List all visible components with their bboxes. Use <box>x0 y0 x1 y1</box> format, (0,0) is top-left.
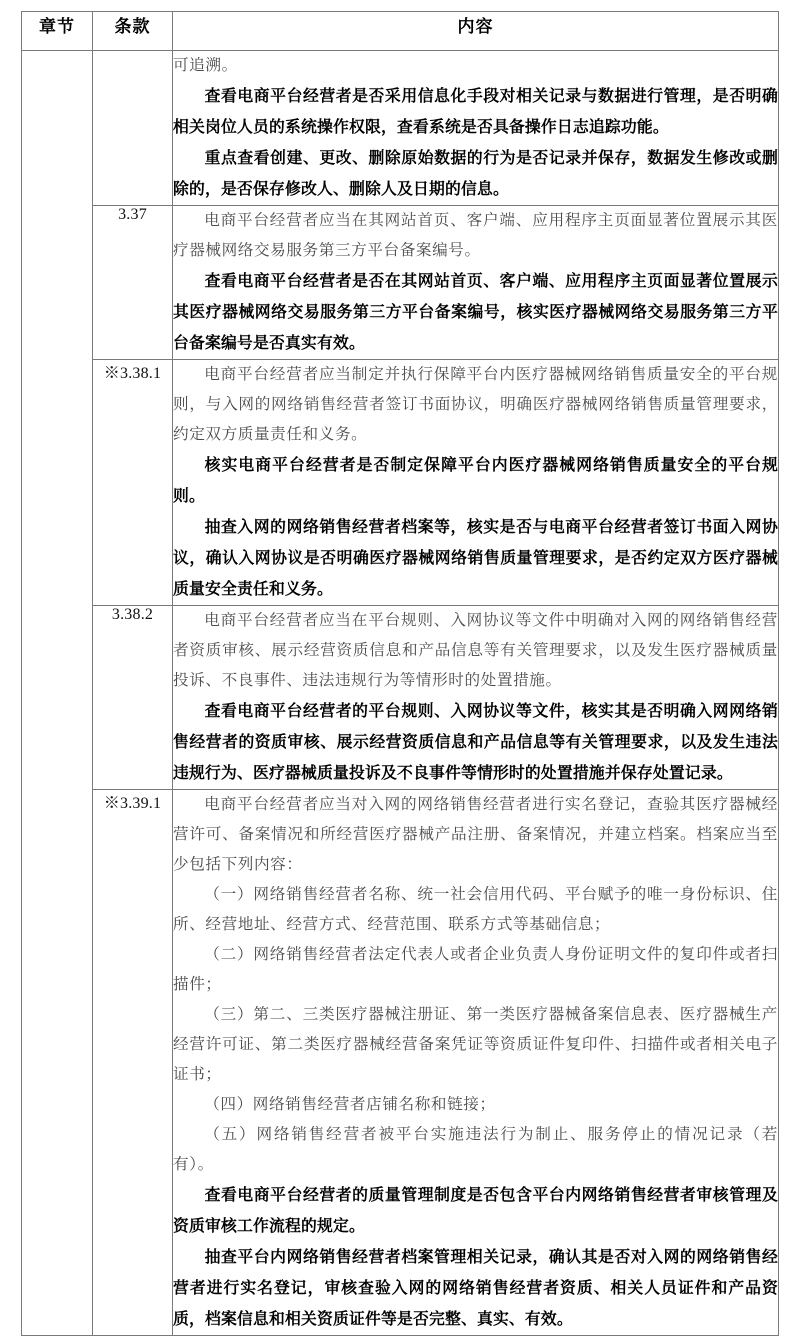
regulation-paragraph: 电商平台经营者应当在其网站首页、客户端、应用程序主页面显著位置展示其医疗器械网络交易服务第三方平台备案编号。 <box>173 212 778 259</box>
inspection-paragraph: 查看电商平台经营者是否在其网站首页、客户端、应用程序主页面显著位置展示其医疗器械网络交易服务第三方平台备案编号，核实医疗器械网络交易服务第三方平台备案编号是否真实有效。 <box>173 273 778 352</box>
regulation-paragraph: 电商平台经营者应当制定并执行保障平台内医疗器械网络销售质量安全的平台规则，与入网的网络销售经营者签订书面协议，明确医疗器械网络销售质量管理要求，约定双方质量责任和义务。 <box>173 366 778 443</box>
regulation-paragraph: （五）网络销售经营者被平台实施违法行为制止、服务停止的情况记录（若有）。 <box>173 1126 778 1173</box>
content-cell <box>173 360 779 606</box>
clause-number-cell: ※3.38.1 <box>93 360 173 606</box>
table-row <box>22 606 779 790</box>
inspection-paragraph: 查看电商平台经营者是否采用信息化手段对相关记录与数据进行管理，是否明确相关岗位人员的系统操作权限，查看系统是否具备操作日志追踪功能。 <box>173 88 778 136</box>
inspection-paragraph: 重点查看创建、更改、删除原始数据的行为是否记录并保存，数据发生修改或删除的，是否保存修改人、删除人及日期的信息。 <box>173 150 778 198</box>
regulation-paragraph: （二）网络销售经营者法定代表人或者企业负责人身份证明文件的复印件或者扫描件； <box>173 946 778 993</box>
content-cell <box>173 606 779 790</box>
regulation-paragraph: 可追溯。 <box>173 57 238 74</box>
table-row <box>22 790 779 1336</box>
clause-number-cell: 3.37 <box>93 206 173 360</box>
table-row <box>22 360 779 606</box>
clause-number-cell: ※3.39.1 <box>93 790 173 1336</box>
inspection-paragraph: 抽查平台内网络销售经营者档案管理相关记录，确认其是否对入网的网络销售经营者进行实名登记，审核查验入网的网络销售经营者资质、相关人员证件和产品资质，档案信息和相关资质证件等是否完整、真实、有效。 <box>173 1249 778 1328</box>
content-cell <box>173 51 779 206</box>
content-cell <box>173 206 779 360</box>
table-header-row <box>22 12 779 51</box>
table-row <box>22 51 779 206</box>
regulation-paragraph: （一）网络销售经营者名称、统一社会信用代码、平台赋予的唯一身份标识、住所、经营地址、经营方式、经营范围、联系方式等基础信息； <box>173 886 778 933</box>
table-row <box>22 206 779 360</box>
inspection-paragraph: 抽查入网的网络销售经营者档案等，核实是否与电商平台经营者签订书面入网协议，确认入网协议是否明确医疗器械网络销售质量管理要求，是否约定双方医疗器械质量安全责任和义务。 <box>173 519 778 598</box>
column-header-chapter: 章节 <box>22 12 93 51</box>
inspection-paragraph: 核实电商平台经营者是否制定保障平台内医疗器械网络销售质量安全的平台规则。 <box>173 457 778 505</box>
inspection-paragraph: 查看电商平台经营者的平台规则、入网协议等文件，核实其是否明确入网网络销售经营者的资质审核、展示经营资质信息和产品信息等有关管理要求，以及发生违法违规行为、医疗器械质量投诉及不良事件等情形时的处置措施并保存处置记录。 <box>173 703 778 782</box>
regulation-paragraph: （三）第二、三类医疗器械注册证、第一类医疗器械备案信息表、医疗器械生产经营许可证、第二类医疗器械经营备案凭证等资质证件复印件、扫描件或者相关电子证书； <box>173 1006 778 1083</box>
inspection-checklist-table <box>21 11 779 1336</box>
column-header-content: 内容 <box>173 12 779 51</box>
regulation-paragraph: 电商平台经营者应当在平台规则、入网协议等文件中明确对入网的网络销售经营者资质审核、展示经营资质信息和产品信息等有关管理要求，以及发生医疗器械质量投诉、不良事件、违法违规行为等情形时的处置措施。 <box>173 612 778 689</box>
table-header <box>22 12 779 51</box>
inspection-paragraph: 查看电商平台经营者的质量管理制度是否包含平台内网络销售经营者审核管理及资质审核工作流程的规定。 <box>173 1187 778 1235</box>
chapter-cell <box>22 51 93 1336</box>
regulation-paragraph: 电商平台经营者应当对入网的网络销售经营者进行实名登记，查验其医疗器械经营许可、备案情况和所经营医疗器械产品注册、备案情况，并建立档案。档案应当至少包括下列内容： <box>173 796 778 873</box>
table-body <box>22 51 779 1336</box>
clause-number-cell <box>93 51 173 206</box>
column-header-clause: 条款 <box>93 12 173 51</box>
content-cell <box>173 790 779 1336</box>
clause-number-cell: 3.38.2 <box>93 606 173 790</box>
regulation-paragraph: （四）网络销售经营者店铺名称和链接； <box>204 1096 496 1113</box>
